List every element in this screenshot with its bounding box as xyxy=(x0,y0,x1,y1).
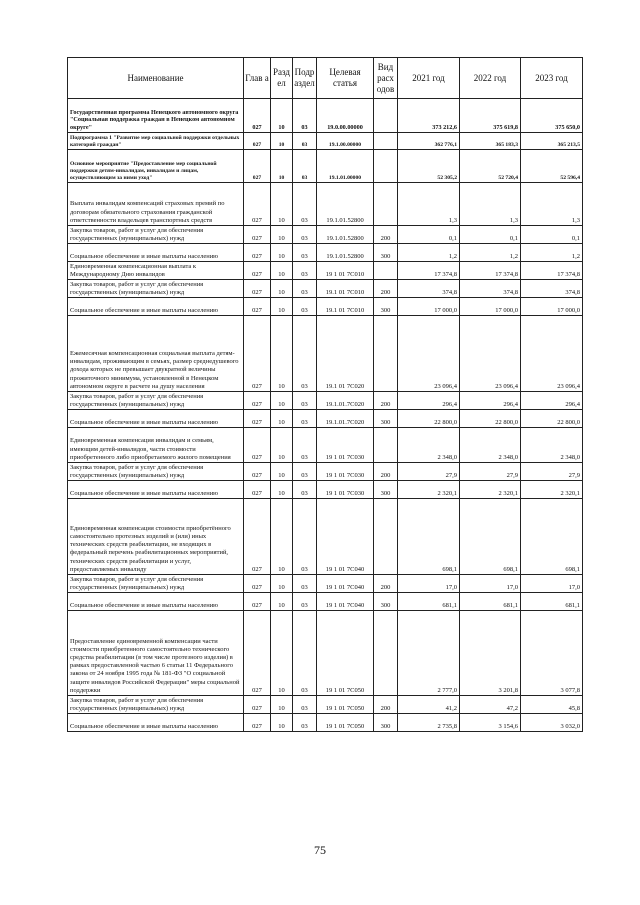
cell-glava: 027 xyxy=(244,183,271,226)
cell-vr: 300 xyxy=(374,714,398,732)
cell-y2022: 698,1 xyxy=(460,499,521,575)
cell-name: Выплата инвалидам компенсаций страховых премий по договорам обязательного страхования гражданской ответственности владельцев транспортных средств xyxy=(68,183,244,226)
cell-glava: 027 xyxy=(244,714,271,732)
cell-glava: 027 xyxy=(244,298,271,316)
cell-glava: 027 xyxy=(244,481,271,499)
cell-podr: 03 xyxy=(293,262,317,280)
cell-y2023: 365 213,5 xyxy=(521,133,583,150)
cell-y2022: 681,1 xyxy=(460,593,521,611)
cell-glava: 027 xyxy=(244,150,271,183)
cell-glava: 027 xyxy=(244,99,271,133)
cell-name: Социальное обеспечение и иные выплаты населению xyxy=(68,244,244,262)
cell-vr: 200 xyxy=(374,392,398,410)
cell-vr: 300 xyxy=(374,244,398,262)
cell-vr xyxy=(374,316,398,392)
cell-y2023: 374,8 xyxy=(521,280,583,298)
cell-name: Единовременная компенсация стоимости приобретённого самостоятельно протезных изделий и (или) иных технических средств реабилитации, не входящих в федеральный перечень реабилитационных мероприятий, технических средств реабилитации и услуг, предоставляемых инвалиду xyxy=(68,499,244,575)
cell-y2022: 296,4 xyxy=(460,392,521,410)
cell-glava: 027 xyxy=(244,499,271,575)
cell-y2022: 3 201,8 xyxy=(460,611,521,696)
cell-y2022: 3 154,6 xyxy=(460,714,521,732)
header-2021: 2021 год xyxy=(398,58,460,99)
cell-y2021: 681,1 xyxy=(398,593,460,611)
cell-y2023: 0,1 xyxy=(521,226,583,244)
cell-y2022: 17,0 xyxy=(460,575,521,593)
cell-vr xyxy=(374,499,398,575)
cell-y2021: 1,2 xyxy=(398,244,460,262)
cell-cs: 19.1 01 7C020 xyxy=(317,316,374,392)
cell-y2021: 27,9 xyxy=(398,463,460,481)
table-row xyxy=(68,150,583,183)
cell-glava: 027 xyxy=(244,392,271,410)
cell-name: Социальное обеспечение и иные выплаты населению xyxy=(68,481,244,499)
cell-razd: 10 xyxy=(271,150,293,183)
cell-y2021: 22 800,0 xyxy=(398,410,460,428)
header-row xyxy=(68,58,583,99)
table-row xyxy=(68,714,583,732)
cell-y2021: 1,3 xyxy=(398,183,460,226)
cell-name: Закупка товаров, работ и услуг для обеспечения государственных (муниципальных) нужд xyxy=(68,463,244,481)
cell-cs: 19.1 01 7C010 xyxy=(317,280,374,298)
cell-y2022: 23 096,4 xyxy=(460,316,521,392)
cell-razd: 10 xyxy=(271,262,293,280)
cell-razd: 10 xyxy=(271,499,293,575)
cell-y2021: 17 000,0 xyxy=(398,298,460,316)
cell-y2023: 17 374,8 xyxy=(521,262,583,280)
cell-y2023: 296,4 xyxy=(521,392,583,410)
cell-glava: 027 xyxy=(244,611,271,696)
cell-y2023: 3 032,0 xyxy=(521,714,583,732)
cell-podr: 03 xyxy=(293,611,317,696)
table-row xyxy=(68,183,583,226)
cell-vr: 300 xyxy=(374,410,398,428)
cell-cs: 19.1.01.52800 xyxy=(317,226,374,244)
cell-cs: 19 1 01 7C040 xyxy=(317,499,374,575)
cell-y2021: 373 212,6 xyxy=(398,99,460,133)
table-row xyxy=(68,575,583,593)
cell-razd: 10 xyxy=(271,428,293,463)
cell-glava: 027 xyxy=(244,262,271,280)
header-glava: Глав а xyxy=(244,58,271,99)
header-2022: 2022 год xyxy=(460,58,521,99)
cell-vr: 200 xyxy=(374,280,398,298)
cell-y2023: 681,1 xyxy=(521,593,583,611)
cell-glava: 027 xyxy=(244,463,271,481)
cell-razd: 10 xyxy=(271,481,293,499)
cell-podr: 03 xyxy=(293,714,317,732)
cell-razd: 10 xyxy=(271,463,293,481)
cell-glava: 027 xyxy=(244,575,271,593)
table-row xyxy=(68,410,583,428)
cell-podr: 03 xyxy=(293,99,317,133)
cell-vr xyxy=(374,428,398,463)
cell-glava: 027 xyxy=(244,133,271,150)
cell-y2022: 1,3 xyxy=(460,183,521,226)
cell-razd: 10 xyxy=(271,611,293,696)
cell-podr: 03 xyxy=(293,428,317,463)
cell-y2021: 2 777,0 xyxy=(398,611,460,696)
cell-cs: 19.1 01 7C010 xyxy=(317,298,374,316)
cell-vr: 300 xyxy=(374,298,398,316)
cell-vr xyxy=(374,262,398,280)
cell-cs: 19.0.00.00000 xyxy=(317,99,374,133)
cell-y2022: 2 348,0 xyxy=(460,428,521,463)
cell-y2021: 374,8 xyxy=(398,280,460,298)
cell-razd: 10 xyxy=(271,593,293,611)
cell-glava: 027 xyxy=(244,696,271,714)
cell-y2021: 2 735,8 xyxy=(398,714,460,732)
cell-razd: 10 xyxy=(271,575,293,593)
cell-y2021: 698,1 xyxy=(398,499,460,575)
cell-razd: 10 xyxy=(271,392,293,410)
cell-name: Ежемесячная компенсационная социальная выплата детям-инвалидам, проживающим в семьях, размер среднедушевого дохода которых не превышает двукратной величины прожиточного минимума, установленной в Ненецком автономном округе в расчете на душу населения xyxy=(68,316,244,392)
cell-y2022: 365 183,3 xyxy=(460,133,521,150)
cell-y2023: 17 000,0 xyxy=(521,298,583,316)
table-row xyxy=(68,499,583,575)
cell-y2023: 23 096,4 xyxy=(521,316,583,392)
cell-podr: 03 xyxy=(293,226,317,244)
cell-cs: 19 1 01 7C030 xyxy=(317,463,374,481)
cell-vr xyxy=(374,183,398,226)
cell-cs: 19 1 01 7C050 xyxy=(317,696,374,714)
cell-y2022: 375 619,8 xyxy=(460,99,521,133)
cell-razd: 10 xyxy=(271,696,293,714)
table-row xyxy=(68,226,583,244)
table-row xyxy=(68,244,583,262)
cell-name: Закупка товаров, работ и услуг для обеспечения государственных (муниципальных) нужд xyxy=(68,226,244,244)
cell-cs: 19 1 01 7C040 xyxy=(317,593,374,611)
cell-vr: 200 xyxy=(374,463,398,481)
cell-razd: 10 xyxy=(271,280,293,298)
cell-y2021: 0,1 xyxy=(398,226,460,244)
cell-name: Закупка товаров, работ и услуг для обеспечения государственных (муниципальных) нужд xyxy=(68,392,244,410)
cell-podr: 03 xyxy=(293,499,317,575)
cell-y2023: 698,1 xyxy=(521,499,583,575)
cell-razd: 10 xyxy=(271,316,293,392)
budget-sheet xyxy=(67,57,582,732)
cell-podr: 03 xyxy=(293,280,317,298)
table-row xyxy=(68,611,583,696)
cell-razd: 10 xyxy=(271,298,293,316)
cell-podr: 03 xyxy=(293,593,317,611)
cell-y2022: 2 320,1 xyxy=(460,481,521,499)
cell-cs: 19.1.01.52800 xyxy=(317,183,374,226)
cell-y2022: 27,9 xyxy=(460,463,521,481)
cell-podr: 03 xyxy=(293,316,317,392)
cell-cs: 19.1.01.52800 xyxy=(317,244,374,262)
header-2023: 2023 год xyxy=(521,58,583,99)
cell-glava: 027 xyxy=(244,226,271,244)
cell-podr: 03 xyxy=(293,481,317,499)
cell-y2023: 22 800,0 xyxy=(521,410,583,428)
cell-y2021: 2 348,0 xyxy=(398,428,460,463)
cell-y2022: 22 800,0 xyxy=(460,410,521,428)
cell-vr: 200 xyxy=(374,696,398,714)
cell-razd: 10 xyxy=(271,226,293,244)
table-row xyxy=(68,428,583,463)
cell-cs: 19 1 01 7C050 xyxy=(317,714,374,732)
cell-name: Социальное обеспечение и иные выплаты населению xyxy=(68,714,244,732)
cell-y2021: 41,2 xyxy=(398,696,460,714)
cell-razd: 10 xyxy=(271,714,293,732)
cell-razd: 10 xyxy=(271,244,293,262)
table-row xyxy=(68,262,583,280)
cell-name: Подпрограмма 1 "Развитие мер социальной поддержки отдельных категорий граждан" xyxy=(68,133,244,150)
header-vr: Вид расх одов xyxy=(374,58,398,99)
cell-podr: 03 xyxy=(293,298,317,316)
cell-y2022: 17 000,0 xyxy=(460,298,521,316)
table-row xyxy=(68,133,583,150)
cell-vr: 300 xyxy=(374,481,398,499)
cell-podr: 03 xyxy=(293,244,317,262)
cell-name: Социальное обеспечение и иные выплаты населению xyxy=(68,298,244,316)
cell-razd: 10 xyxy=(271,410,293,428)
cell-name: Основное мероприятие "Предоставление мер социальной поддержки детям-инвалидам, инвалидам и лицам, осуществляющим за ними уход" xyxy=(68,150,244,183)
cell-cs: 19 1 01 7C030 xyxy=(317,481,374,499)
cell-podr: 03 xyxy=(293,392,317,410)
cell-cs: 19.1.01.7C020 xyxy=(317,410,374,428)
cell-cs: 19 1 01 7C010 xyxy=(317,262,374,280)
cell-cs: 19 1 01 7C030 xyxy=(317,428,374,463)
table-row xyxy=(68,593,583,611)
cell-y2022: 1,2 xyxy=(460,244,521,262)
cell-glava: 027 xyxy=(244,593,271,611)
budget-table xyxy=(67,57,583,732)
cell-name: Закупка товаров, работ и услуг для обеспечения государственных (муниципальных) нужд xyxy=(68,280,244,298)
cell-y2022: 52 720,4 xyxy=(460,150,521,183)
cell-name: Социальное обеспечение и иные выплаты населению xyxy=(68,593,244,611)
cell-cs: 19.1.01.00000 xyxy=(317,150,374,183)
cell-y2023: 1,2 xyxy=(521,244,583,262)
cell-name: Закупка товаров, работ и услуг для обеспечения государственных (муниципальных) нужд xyxy=(68,696,244,714)
table-row xyxy=(68,316,583,392)
cell-vr xyxy=(374,99,398,133)
cell-glava: 027 xyxy=(244,316,271,392)
cell-name: Социальное обеспечение и иные выплаты населению xyxy=(68,410,244,428)
table-row xyxy=(68,463,583,481)
cell-razd: 10 xyxy=(271,133,293,150)
cell-y2021: 52 305,2 xyxy=(398,150,460,183)
cell-glava: 027 xyxy=(244,428,271,463)
header-razd: Разд ел xyxy=(271,58,293,99)
cell-vr: 200 xyxy=(374,575,398,593)
cell-y2021: 362 776,1 xyxy=(398,133,460,150)
cell-cs: 19 1 01 7C050 xyxy=(317,611,374,696)
cell-y2023: 2 348,0 xyxy=(521,428,583,463)
cell-y2021: 2 320,1 xyxy=(398,481,460,499)
header-cs: Целевая статья xyxy=(317,58,374,99)
cell-vr: 200 xyxy=(374,226,398,244)
cell-y2022: 47,2 xyxy=(460,696,521,714)
table-row xyxy=(68,481,583,499)
cell-y2023: 17,0 xyxy=(521,575,583,593)
cell-y2023: 27,9 xyxy=(521,463,583,481)
cell-podr: 03 xyxy=(293,463,317,481)
cell-y2021: 17,0 xyxy=(398,575,460,593)
cell-name: Предоставление единовременной компенсации части стоимости приобретенного самостоятельно технического средства реабилитации (в том числе протезного изделия) в рамках предоставленной частью 6 статьи 11 Федерального закона от 24 ноября 1995 года № 181-ФЗ "О социальной защите инвалидов Российской Федерации" меры социальной поддержки xyxy=(68,611,244,696)
cell-vr: 300 xyxy=(374,593,398,611)
cell-cs: 19 1 01 7C040 xyxy=(317,575,374,593)
cell-vr xyxy=(374,611,398,696)
cell-name: Государственная программа Ненецкого автономного округа "Социальная поддержка граждан в Ненецком автономном округе" xyxy=(68,99,244,133)
cell-glava: 027 xyxy=(244,410,271,428)
cell-y2021: 296,4 xyxy=(398,392,460,410)
cell-cs: 19.1.00.00000 xyxy=(317,133,374,150)
cell-name: Единовременная компенсация инвалидам и семьям, имеющим детей-инвалидов, части стоимости приобретенного либо приобретаемого жилого помещения xyxy=(68,428,244,463)
cell-podr: 03 xyxy=(293,133,317,150)
cell-cs: 19.1.01.7C020 xyxy=(317,392,374,410)
cell-y2023: 375 650,0 xyxy=(521,99,583,133)
table-row xyxy=(68,99,583,133)
header-podr: Подр аздел xyxy=(293,58,317,99)
table-row xyxy=(68,298,583,316)
page-number: 75 xyxy=(314,843,326,857)
cell-y2023: 3 077,8 xyxy=(521,611,583,696)
cell-razd: 10 xyxy=(271,183,293,226)
cell-y2023: 2 320,1 xyxy=(521,481,583,499)
header-name: Наименование xyxy=(68,58,244,99)
table-row xyxy=(68,392,583,410)
cell-podr: 03 xyxy=(293,575,317,593)
cell-razd: 10 xyxy=(271,99,293,133)
cell-y2023: 1,3 xyxy=(521,183,583,226)
cell-y2023: 52 596,4 xyxy=(521,150,583,183)
cell-podr: 03 xyxy=(293,410,317,428)
cell-y2021: 17 374,8 xyxy=(398,262,460,280)
cell-podr: 03 xyxy=(293,183,317,226)
cell-name: Единовременная компенсационная выплата к Международному Дню инвалидов xyxy=(68,262,244,280)
cell-y2022: 0,1 xyxy=(460,226,521,244)
cell-podr: 03 xyxy=(293,150,317,183)
cell-podr: 03 xyxy=(293,696,317,714)
cell-glava: 027 xyxy=(244,280,271,298)
cell-glava: 027 xyxy=(244,244,271,262)
cell-y2023: 45,8 xyxy=(521,696,583,714)
cell-y2022: 374,8 xyxy=(460,280,521,298)
cell-y2021: 23 096,4 xyxy=(398,316,460,392)
table-row xyxy=(68,696,583,714)
cell-vr xyxy=(374,150,398,183)
cell-y2022: 17 374,8 xyxy=(460,262,521,280)
cell-vr xyxy=(374,133,398,150)
cell-name: Закупка товаров, работ и услуг для обеспечения государственных (муниципальных) нужд xyxy=(68,575,244,593)
table-row xyxy=(68,280,583,298)
